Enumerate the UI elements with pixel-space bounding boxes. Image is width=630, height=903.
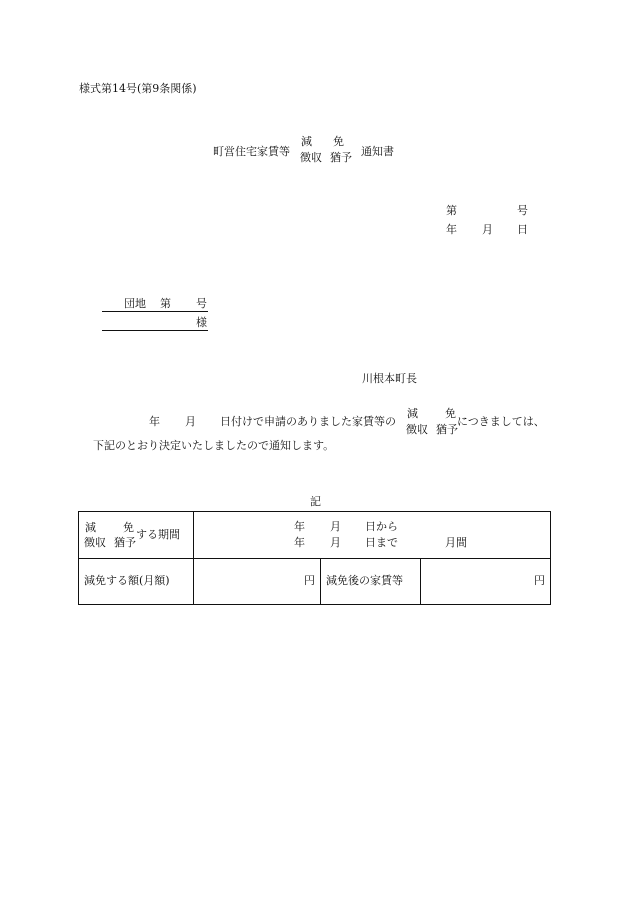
amount-row	[79, 559, 551, 605]
doc-number-dai: 第	[446, 204, 457, 217]
title-suffix: 通知書	[361, 145, 394, 158]
doc-number-go: 号	[517, 204, 528, 217]
title-choice-men: 免	[333, 135, 344, 148]
addressee-danchi: 団地	[124, 297, 146, 310]
body-lead-text: 日付けで申請のありました家賃等の	[220, 415, 396, 428]
period-from-year: 年	[294, 520, 305, 533]
addressee-dai: 第	[160, 297, 171, 310]
reduction-amount-label: 減免する額(月額)	[84, 574, 170, 587]
title-choice-choshu: 徴収	[300, 151, 322, 164]
period-to-year: 年	[294, 536, 305, 549]
title-choice-gen: 減	[301, 135, 312, 148]
period-label-choice	[84, 522, 136, 548]
rent-after-value-cell	[421, 559, 551, 605]
period-choice-men: 免	[123, 521, 134, 534]
period-label-suffix: する期間	[136, 528, 180, 541]
period-from-month: 月	[330, 520, 341, 533]
period-to-day: 日まで	[365, 536, 398, 549]
period-choice-yuyo: 猶予	[114, 536, 136, 549]
period-months: 月間	[445, 536, 467, 549]
period-label-cell	[79, 512, 194, 559]
rent-after-yen: 円	[534, 574, 546, 587]
body-tail-text: につきましては、	[457, 415, 545, 428]
doc-date-day: 日	[517, 223, 528, 236]
period-row	[79, 512, 551, 559]
body-choice-yuyo: 猶予	[436, 423, 458, 436]
title-choice-yuyo: 猶予	[330, 151, 352, 164]
body-choice-stack	[406, 408, 458, 435]
period-choice-choshu: 徴収	[84, 536, 106, 549]
period-from-day: 日から	[365, 520, 398, 533]
body-month: 月	[185, 415, 196, 428]
title-prefix: 町営住宅家賃等	[213, 145, 290, 158]
addressee-sama: 様	[196, 316, 207, 329]
addressee-underline-2	[102, 330, 208, 331]
doc-date-year: 年	[446, 223, 457, 236]
body-choice-men: 免	[445, 407, 456, 420]
body-line-2: 下記のとおり決定いたしましたので通知します。	[93, 439, 335, 452]
period-value-cell	[194, 512, 551, 559]
body-choice-choshu: 徴収	[406, 423, 428, 436]
period-to-month: 月	[330, 536, 341, 549]
reduction-amount-value-cell	[194, 559, 321, 605]
period-choice-gen: 減	[85, 521, 96, 534]
reduction-amount-yen: 円	[304, 574, 315, 587]
addressee-go: 号	[196, 297, 207, 310]
addressee-underline-1	[102, 311, 208, 312]
rent-after-label-cell	[321, 559, 421, 605]
body-year: 年	[149, 415, 160, 428]
sender-name: 川根本町長	[362, 372, 417, 385]
reduction-amount-label-cell	[79, 559, 194, 605]
form-label: 様式第14号(第9条関係)	[79, 82, 197, 95]
details-table	[78, 511, 551, 605]
ki-heading: 記	[310, 495, 321, 508]
body-choice-gen: 減	[407, 407, 418, 420]
title-choice-stack	[300, 136, 354, 163]
rent-after-label: 減免後の家賃等	[326, 574, 403, 587]
doc-date-month: 月	[482, 223, 493, 236]
